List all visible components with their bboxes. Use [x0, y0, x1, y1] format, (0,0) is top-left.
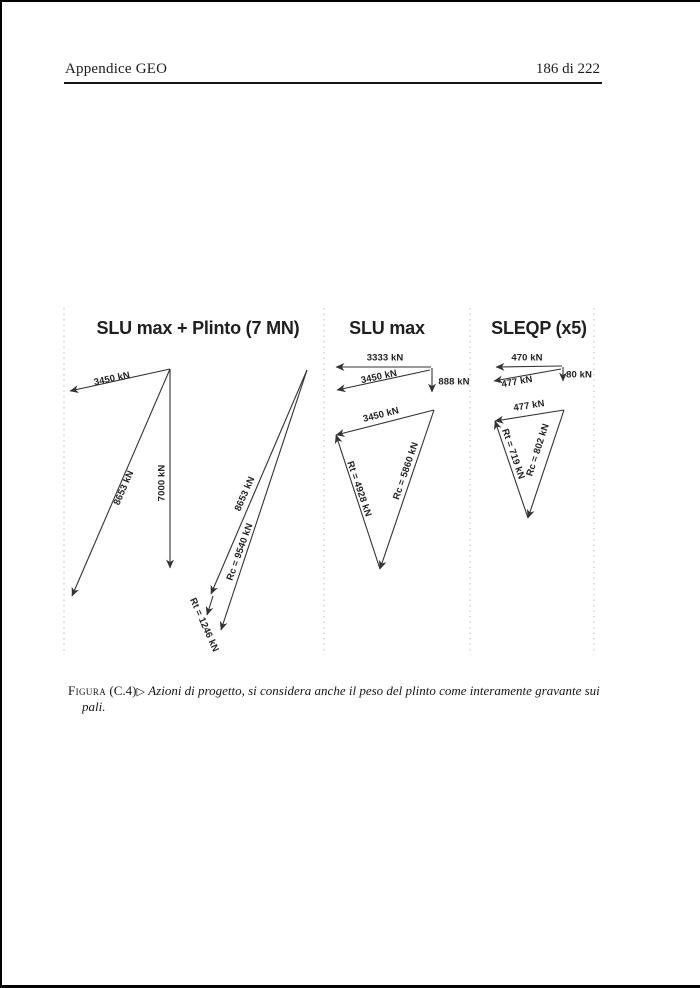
vector-label: 7000 kN [156, 464, 168, 502]
diagram-slu-max [336, 353, 470, 569]
diagram-title-slu-max-plinto: SLU max + Plinto (7 MN) [96, 318, 300, 338]
diagram-slu-max-plinto [70, 369, 307, 654]
vector-label: 80 kN [566, 369, 592, 381]
vector-label: 3450 kN [92, 369, 132, 389]
figure-caption-ref: (C.4) [109, 683, 137, 698]
header-page-number: 186 di 222 [535, 61, 600, 77]
figure-caption-label: Figura [68, 683, 107, 698]
figure-caption [68, 683, 622, 715]
vector-label: Rc = 9540 kN [224, 521, 256, 583]
vector-label: 3450 kN [359, 367, 399, 387]
figure-caption-marker-icon: ▷ [136, 686, 145, 698]
vector-label: Rc = 5860 kN [391, 440, 421, 502]
vector-label: 470 kN [511, 352, 543, 364]
header-appendix-title: Appendice GEO [65, 61, 168, 77]
vector-label: 3333 kN [366, 352, 404, 364]
vector-horizontal-load [496, 366, 562, 367]
vector-pile-tension [207, 596, 213, 615]
vector-label: 8653 kN [232, 475, 258, 513]
vector-resultant-load-repeat [211, 370, 307, 594]
vector-label: 477 kN [500, 373, 534, 391]
vector-label: 3450 kN [361, 405, 401, 425]
vector-label: Rt = 4928 kN [344, 459, 374, 519]
vector-label: Rt = 1246 kN [187, 596, 221, 654]
vector-label: 888 kN [438, 376, 470, 388]
vector-label: Rc = 802 kN [524, 422, 552, 478]
vector-diagrams-canvas [2, 2, 700, 988]
vector-resultant-load-repeat [495, 410, 564, 421]
diagram-title-slu-max: SLU max [349, 318, 425, 338]
vector-label: Rt = 719 kN [499, 427, 527, 481]
vector-label: 477 kN [512, 398, 546, 414]
vector-label: 8653 kN [111, 469, 137, 507]
diagram-title-sleqp: SLEQP (x5) [491, 318, 587, 338]
figure-caption-text: Azioni di progetto, si considera anche il peso del plinto come interamente gravante sui pali. [82, 683, 600, 715]
diagram-sleqp [494, 353, 592, 518]
vector-pile-compression [221, 370, 307, 630]
vector-pile-compression [380, 410, 434, 569]
